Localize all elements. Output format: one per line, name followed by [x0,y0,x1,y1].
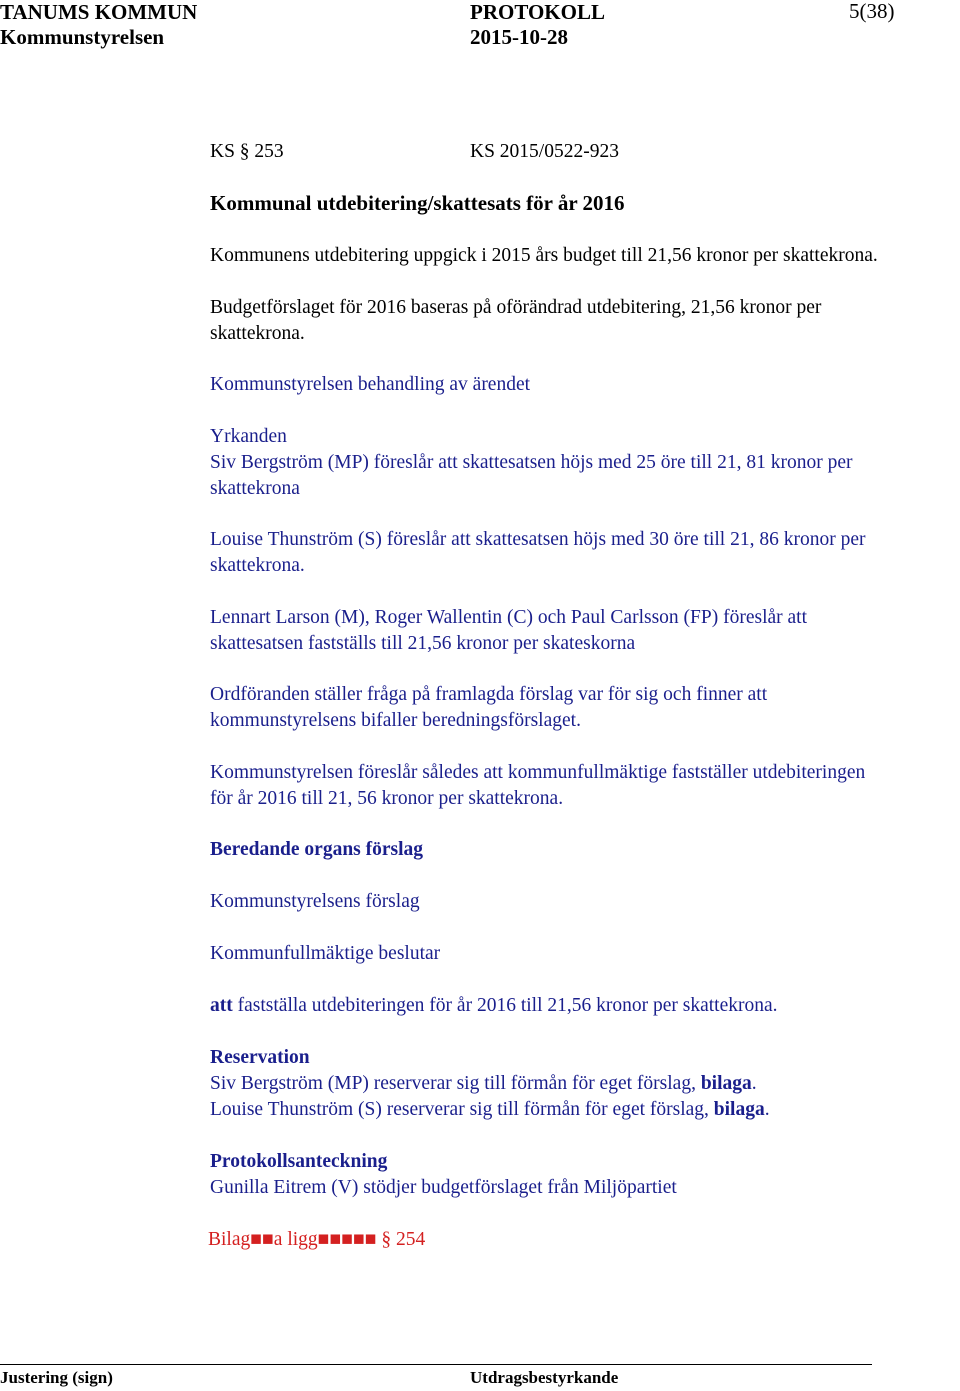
yrkande-5-line-2: för år 2016 till 21, 56 kronor per skattekrona. [210,788,564,809]
paragraph-2-line-1: Budgetförslaget för 2016 baseras på oförändrad utdebitering, 21,56 kronor per [210,297,822,318]
committee-name: Kommunstyrelsen [0,25,165,49]
yrkande-3-line-1: Lennart Larson (M), Roger Wallentin (C) och Paul Carlsson (FP) föreslår att [210,607,808,628]
ks-forslag: Kommunstyrelsens förslag [210,891,420,912]
yrkande-2-line-2: skattekrona. [210,555,305,576]
bilaga-note: Bilag■■a ligg■■■■■ § 254 [208,1229,426,1250]
footer-rule [0,1364,872,1365]
justering-label: Justering (sign) [0,1368,113,1387]
decision-text: fastställa utdebiteringen för år 2016 till 21,56 kronor per skattekrona. [232,995,778,1016]
yrkande-4-line-2: kommunstyrelsens bifaller beredningsförslaget. [210,710,581,731]
yrkande-1-line-1: Siv Bergström (MP) föreslår att skattesatsen höjs med 25 öre till 21, 81 kronor per [210,452,853,473]
yrkande-3-line-2: skattesatsen fastställs till 21,56 kronor per skateskorna [210,633,636,654]
reservation-heading: Reservation [210,1047,310,1068]
yrkanden-heading: Yrkanden [210,426,287,447]
beredande-heading: Beredande organs förslag [210,839,424,860]
reservation-1-text: Siv Bergström (MP) reserverar sig till förmån för eget förslag, [210,1073,701,1094]
kf-beslutar: Kommunfullmäktige beslutar [210,943,441,964]
municipality-name: TANUMS KOMMUN [0,0,198,24]
case-reference: KS 2015/0522-923 [470,141,619,162]
case-title: Kommunal utdebitering/skattesats för år 2016 [210,191,625,215]
protokoll-text: Gunilla Eitrem (V) stödjer budgetförslaget från Miljöpartiet [210,1177,677,1198]
yrkande-4-line-1: Ordföranden ställer fråga på framlagda förslag var för sig och finner att [210,684,768,705]
att-word: att [210,995,233,1016]
bilaga-word-1: bilaga [700,1073,752,1094]
reservation-2 [210,1097,770,1123]
page-number: 5(38) [849,0,895,23]
decision-line [210,993,778,1019]
bilaga-word-2: bilaga [713,1099,765,1120]
period-2: . [764,1099,770,1120]
paragraph-1: Kommunens utdebitering uppgick i 2015 års budget till 21,56 kronor per skattekrona. [210,245,878,266]
period-1: . [751,1073,757,1094]
yrkande-5-line-1: Kommunstyrelsen föreslår således att kommunfullmäktige fastställer utdebiteringen [210,762,866,783]
utdrag-label: Utdragsbestyrkande [470,1368,619,1387]
document-type: PROTOKOLL [470,0,605,24]
meeting-date: 2015-10-28 [470,25,568,49]
handling-heading: Kommunstyrelsen behandling av ärendet [210,374,531,395]
yrkande-1-line-2: skattekrona [210,478,300,499]
case-number: KS § 253 [210,141,284,162]
reservation-2-text: Louise Thunström (S) reserverar sig till förmån för eget förslag, [210,1099,714,1120]
reservation-1 [210,1071,757,1097]
paragraph-2-line-2: skattekrona. [210,323,305,344]
yrkande-2-line-1: Louise Thunström (S) föreslår att skattesatsen höjs med 30 öre till 21, 86 kronor per [210,529,866,550]
protokoll-heading: Protokollsanteckning [210,1151,388,1172]
